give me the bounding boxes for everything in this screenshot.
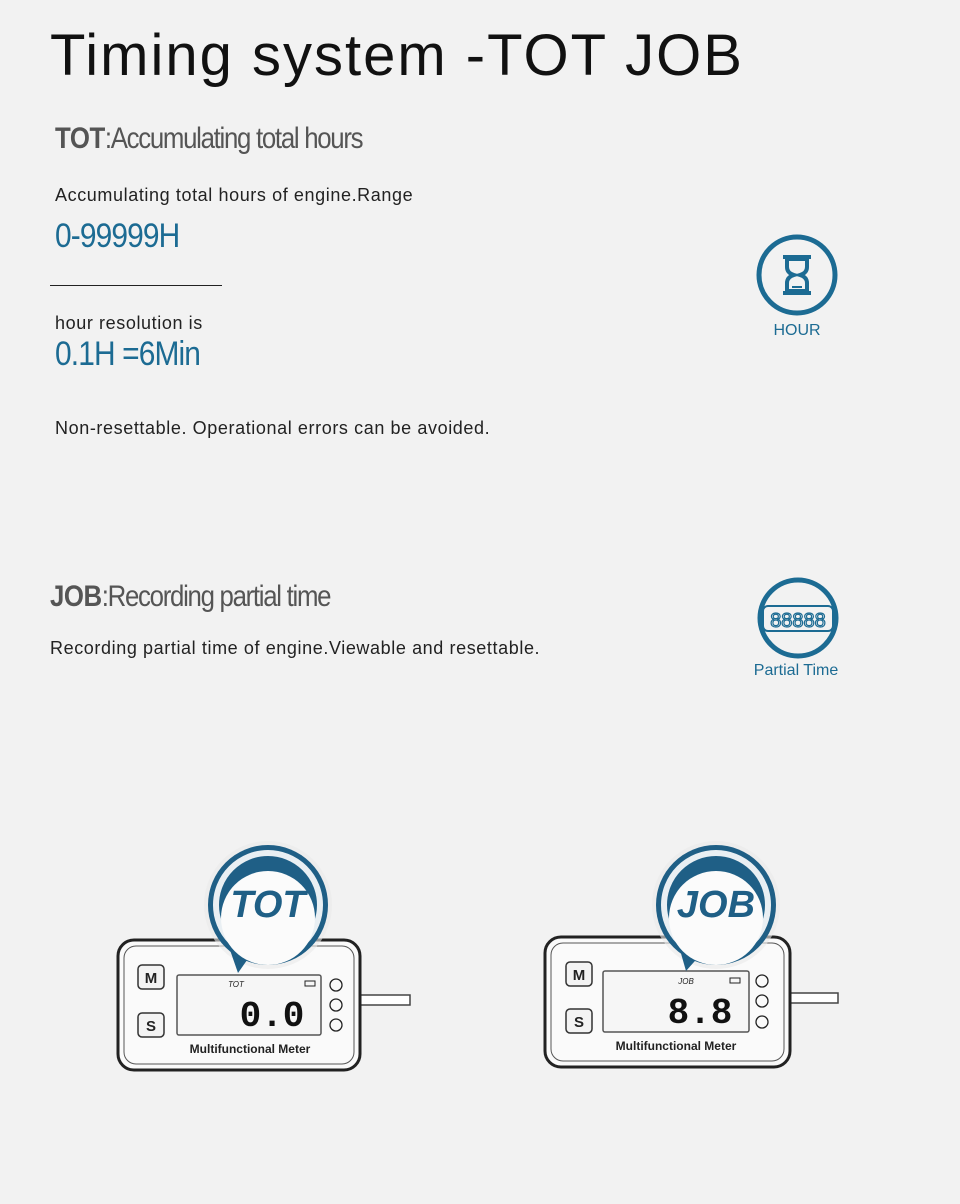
tot-mode-label: TOT	[228, 980, 244, 989]
tot-s-button: S	[145, 1018, 157, 1035]
job-mode-label: JOB	[678, 977, 694, 986]
job-keyword: JOB	[50, 580, 102, 613]
job-heading	[50, 580, 330, 614]
tot-heading-text: Accumulating total hours	[110, 122, 363, 155]
tot-reading: 0.0	[239, 996, 305, 1037]
job-m-button: M	[572, 967, 586, 984]
job-model-label: Multifunctional Meter	[615, 1039, 737, 1053]
hour-icon-label: HOUR	[773, 322, 821, 339]
tot-resolution-value: 0.1H =6Min	[55, 335, 201, 373]
hourglass-icon	[755, 233, 839, 317]
divider	[50, 285, 222, 286]
partial-digits: 88888	[770, 610, 826, 632]
tot-note: Non-resettable. Operational errors can be avoided.	[55, 418, 491, 438]
job-heading-text: Recording partial time	[107, 580, 331, 613]
job-separator: :	[101, 580, 108, 613]
tot-description: Accumulating total hours of engine.Range	[55, 185, 414, 205]
job-meter-image	[540, 835, 850, 1075]
job-bubble-label: JOB	[676, 884, 756, 926]
job-description: Recording partial time of engine.Viewable and resettable.	[50, 638, 541, 658]
tot-range-value: 0-99999H	[55, 217, 180, 255]
job-reading: 8.8	[667, 993, 733, 1034]
job-s-button: S	[573, 1014, 585, 1031]
tot-separator: :	[104, 122, 111, 155]
tot-keyword: TOT	[55, 122, 105, 155]
tot-resolution-label: hour resolution is	[55, 313, 203, 333]
tot-meter-image	[110, 835, 420, 1075]
page-title: Timing system -TOT JOB	[50, 23, 744, 88]
tot-model-label: Multifunctional Meter	[189, 1042, 311, 1056]
tot-bubble-label: TOT	[230, 884, 306, 926]
digital-display-icon	[756, 576, 840, 660]
tot-m-button: M	[144, 970, 158, 987]
tot-heading	[55, 122, 362, 156]
partial-time-icon-label: Partial Time	[753, 662, 839, 679]
